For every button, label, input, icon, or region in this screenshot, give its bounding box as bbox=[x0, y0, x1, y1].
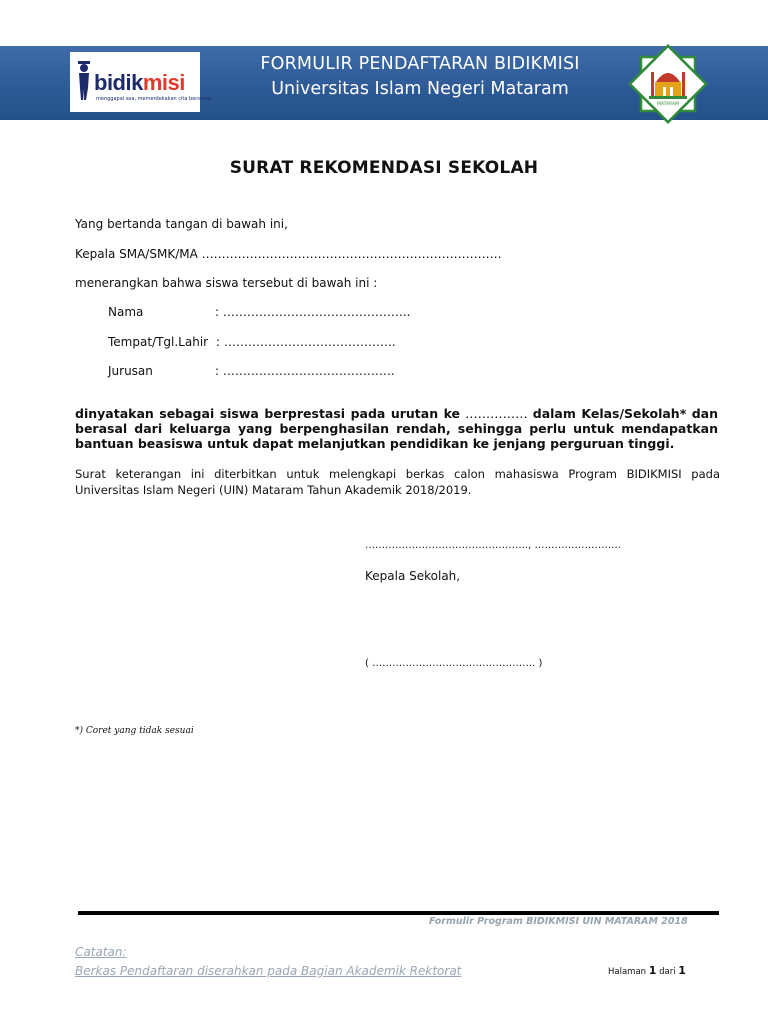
bidikmisi-logo bbox=[70, 52, 211, 112]
field-value-jurusan: : ……………………………………. bbox=[215, 364, 395, 378]
header-banner bbox=[0, 46, 768, 120]
purpose-paragraph: Surat keterangan ini diterbitkan untuk melengkapi berkas calon mahasiswa Program BIDIKMISI pada Universitas Islam Negeri (UIN) Mataram Tahun Akademik 2018/2019. bbox=[75, 467, 720, 497]
page-word: Halaman bbox=[608, 967, 647, 977]
graduate-figure-icon bbox=[76, 58, 92, 102]
logo-text-misi: misi bbox=[142, 70, 185, 95]
place-date-line: …………………………………………., …………………….. bbox=[365, 540, 621, 551]
signatory-role: Kepala Sekolah, bbox=[365, 569, 461, 583]
uin-mataram-emblem-icon bbox=[628, 44, 708, 124]
signatory-name-line: ( …………………………………………. ) bbox=[365, 658, 543, 669]
bidikmisi-wordmark bbox=[94, 70, 185, 96]
note-text: Berkas Pendaftaran diserahkan pada Bagian Akademik Rektorat bbox=[75, 964, 462, 978]
form-title: FORMULIR PENDAFTARAN BIDIKMISI bbox=[260, 54, 580, 74]
explain-line: menerangkan bahwa siswa tersebut di bawah ini : bbox=[75, 276, 378, 290]
field-value-tempat-tgl-lahir: : ……………………………………. bbox=[216, 335, 396, 349]
page-total: 1 bbox=[678, 964, 686, 977]
achievement-statement bbox=[75, 406, 718, 451]
field-label-tempat-tgl-lahir: Tempat/Tgl.Lahir bbox=[108, 335, 209, 349]
footer-program-label: Formulir Program BIDIKMISI UIN MATARAM 2018 bbox=[429, 916, 688, 927]
page-current: 1 bbox=[648, 964, 657, 977]
note-title: Catatan: bbox=[75, 945, 127, 959]
field-value-nama: : ……………………………………….. bbox=[215, 305, 411, 319]
footnote: *) Coret yang tidak sesuai bbox=[75, 726, 194, 736]
achievement-statement-a: dinyatakan sebagai siswa berprestasi pada urutan ke bbox=[75, 406, 461, 421]
page-number bbox=[608, 964, 686, 977]
page-of: dari bbox=[659, 967, 676, 977]
intro-line: Yang bertanda tangan di bawah ini, bbox=[75, 217, 288, 231]
university-name: Universitas Islam Negeri Mataram bbox=[271, 79, 569, 99]
field-label-jurusan: Jurusan bbox=[108, 364, 153, 378]
document-title: SURAT REKOMENDASI SEKOLAH bbox=[229, 158, 539, 178]
achievement-statement-b: dalam Kelas/Sekolah* dan berasal dari keluarga yang berpenghasilan rendah, sehingga perlu untuk mendapatkan bantuan beasiswa untuk dapat melanjutkan pendidikan ke jenjang perguruan tinggi. bbox=[75, 406, 719, 451]
footer-rule bbox=[78, 911, 719, 915]
rank-blank: …………… bbox=[460, 406, 533, 421]
logo-tagline: menggapai asa, memerdekakan cita bersama bbox=[96, 96, 211, 102]
field-label-nama: Nama bbox=[108, 305, 144, 319]
logo-text-bidik: bidik bbox=[94, 70, 143, 95]
emblem-caption: MATARAM bbox=[657, 102, 679, 107]
school-head-line: Kepala SMA/SMK/MA ………………………………………………………………… bbox=[75, 247, 502, 261]
